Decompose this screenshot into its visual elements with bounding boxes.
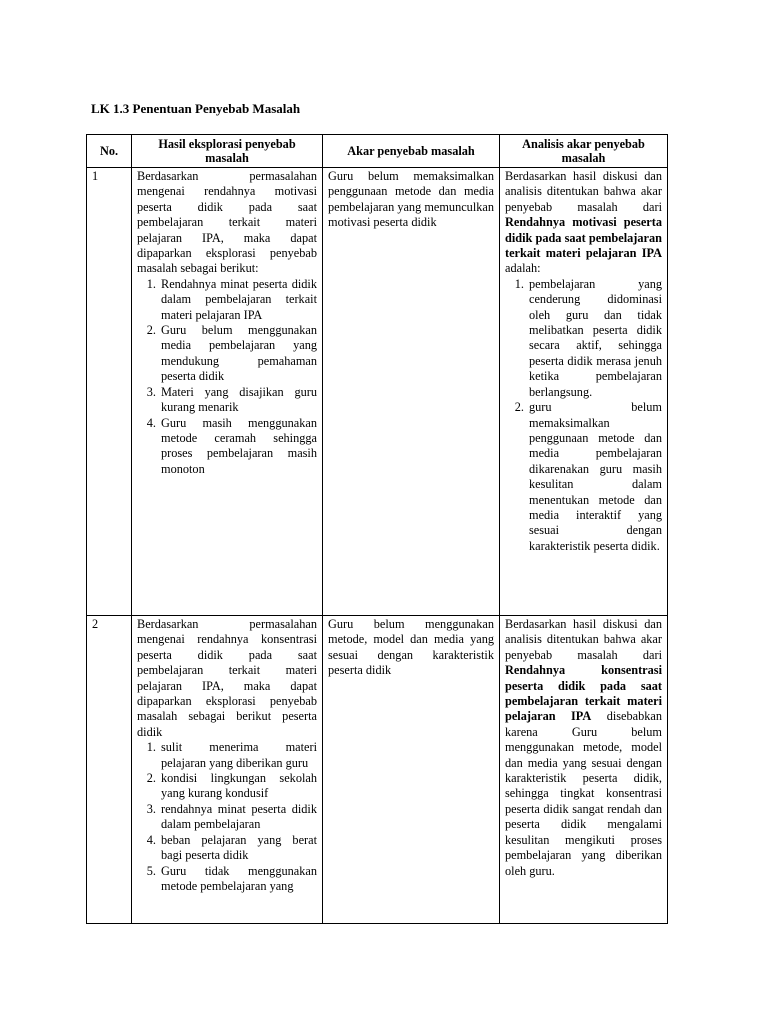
analisis-post: disebabkan karena Guru belum menggunakan metode, model dan media yang sesuai dengan karakteristik peserta didik, sehingga tingkat konsentrasi peserta didik sangat rendah dan peserta didik mengalami kesulitan mengikuti proses pembelajaran yang diberikan oleh guru. — [505, 709, 663, 878]
table-header-row — [87, 135, 668, 168]
analisis-post: adalah: — [505, 261, 541, 276]
row-number: 2 — [87, 616, 132, 924]
analisis-intro — [505, 617, 662, 879]
akar-penyebab-cell — [323, 168, 500, 616]
list-item: 1. pembelajaran yang cenderung didominasi oleh guru dan tidak melibatkan peserta didik secara aktif, sehingga peserta didik merasa jenuh ketika pembelajaran berlangsung. — [527, 277, 662, 400]
analisis-pre: Berdasarkan hasil diskusi dan analisis ditentukan bahwa akar penyebab masalah dari — [505, 617, 662, 662]
header-no: No. — [87, 135, 132, 168]
hasil-intro: Berdasarkan permasalahan mengenai rendahnya konsentrasi peserta didik pada saat pembelajaran terkait materi pelajaran IPA, maka dapat dipaparkan eksplorasi penyebab masalah sebagai berikut peserta didik — [137, 617, 317, 739]
list-item: 2. Guru belum menggunakan media pembelajaran yang mendukung pemahaman peserta didik — [159, 323, 317, 385]
list-item: 1. Rendahnya minat peserta didik dalam pembelajaran terkait materi pelajaran IPA — [159, 277, 317, 323]
analisis-list — [505, 277, 662, 554]
header-akar-penyebab: Akar penyebab masalah — [323, 135, 500, 168]
akar-text: Guru belum menggunakan metode, model dan media yang sesuai dengan karakteristik peserta didik — [328, 617, 494, 678]
cause-analysis-table — [86, 134, 668, 924]
list-item: 4. Guru masih menggunakan metode ceramah sehingga proses pembelajaran masih monoton — [159, 416, 317, 478]
table-row — [87, 168, 668, 616]
hasil-list — [137, 277, 317, 477]
hasil-intro: Berdasarkan permasalahan mengenai rendahnya motivasi peserta didik pada saat pembelajaran terkait materi pelajaran IPA, maka dapat dipaparkan eksplorasi penyebab masalah sebagai berikut: — [137, 169, 317, 276]
akar-penyebab-cell — [323, 616, 500, 924]
list-item: 4. beban pelajaran yang berat bagi peserta didik — [159, 833, 317, 864]
analisis-bold: Rendahnya konsentrasi peserta didik pada saat pembelajaran terkait materi pelajaran IPA — [505, 663, 662, 724]
table-row — [87, 616, 668, 924]
analisis-intro — [505, 169, 662, 277]
analisis-cell — [500, 168, 668, 616]
list-item: 3. rendahnya minat peserta didik dalam pembelajaran — [159, 802, 317, 833]
akar-text: Guru belum memaksimalkan penggunaan metode dan media pembelajaran yang memunculkan motivasi peserta didik — [328, 169, 494, 230]
analisis-cell — [500, 616, 668, 924]
header-hasil-eksplorasi: Hasil eksplorasi penyebab masalah — [132, 135, 323, 168]
list-item: 1. sulit menerima materi pelajaran yang diberikan guru — [159, 740, 317, 771]
hasil-eksplorasi-cell — [132, 616, 323, 924]
list-item: 5. Guru tidak menggunakan metode pembelajaran yang — [159, 864, 317, 895]
hasil-eksplorasi-cell — [132, 168, 323, 616]
header-analisis-akar: Analisis akar penyebab masalah — [500, 135, 668, 168]
row-number: 1 — [87, 168, 132, 616]
hasil-list — [137, 740, 317, 894]
analisis-pre: Berdasarkan hasil diskusi dan analisis ditentukan bahwa akar penyebab masalah dari — [505, 169, 662, 214]
page-title: LK 1.3 Penentuan Penyebab Masalah — [91, 101, 301, 116]
analisis-bold: Rendahnya motivasi peserta didik pada saat pembelajaran terkait materi pelajaran IPA — [505, 215, 662, 261]
list-item: 2. guru belum memaksimalkan penggunaan metode dan media pembelajaran dikarenakan guru masih kesulitan dalam menentukan metode dan media interaktif yang sesuai dengan karakteristik peserta didik. — [527, 400, 662, 554]
list-item: 2. kondisi lingkungan sekolah yang kurang kondusif — [159, 771, 317, 802]
list-item: 3. Materi yang disajikan guru kurang menarik — [159, 385, 317, 416]
